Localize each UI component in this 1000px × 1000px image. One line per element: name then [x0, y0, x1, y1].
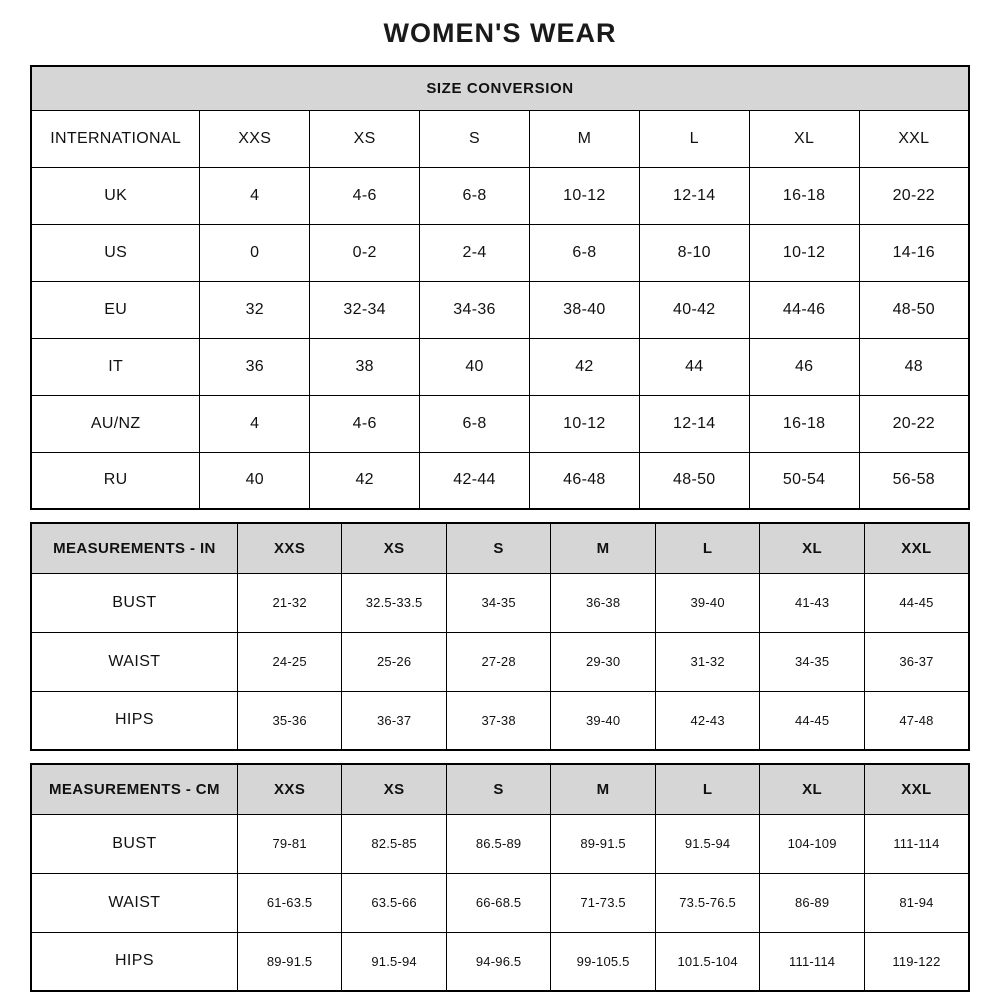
size-conversion-value-cell: 38-40 [529, 281, 639, 338]
size-conversion-value-cell: 42 [310, 452, 420, 509]
measurements-in-value-cell: 24-25 [237, 632, 342, 691]
size-conversion-row [31, 224, 969, 281]
size-conversion-value-cell: 48-50 [639, 452, 749, 509]
measurements-in-header-row [31, 523, 969, 573]
size-conversion-value-cell: 4 [200, 395, 310, 452]
measurements-cm-value-cell: 63.5-66 [342, 873, 447, 932]
measurements-cm-header-cell: L [655, 764, 760, 814]
measurements-in-value-cell: 36-37 [864, 632, 969, 691]
measurements-cm-value-cell: 111-114 [864, 814, 969, 873]
measurements-in-header-cell: XS [342, 523, 447, 573]
measurements-in-value-cell: 34-35 [760, 632, 865, 691]
size-conversion-value-cell: 10-12 [749, 224, 859, 281]
measurements-cm-row [31, 814, 969, 873]
size-conversion-value-cell: 0 [200, 224, 310, 281]
measurements-cm-row-label: WAIST [31, 873, 237, 932]
measurements-cm-value-cell: 119-122 [864, 932, 969, 991]
measurements-cm-value-cell: 73.5-76.5 [655, 873, 760, 932]
size-conversion-value-cell: 40 [200, 452, 310, 509]
measurements-cm-value-cell: 71-73.5 [551, 873, 656, 932]
measurements-in-table [30, 522, 970, 751]
measurements-in-value-cell: 39-40 [551, 691, 656, 750]
size-conversion-value-cell: 16-18 [749, 395, 859, 452]
size-conversion-value-cell: 50-54 [749, 452, 859, 509]
size-conversion-value-cell: 44-46 [749, 281, 859, 338]
size-conversion-header-cell: XS [310, 110, 420, 167]
size-conversion-value-cell: 10-12 [529, 167, 639, 224]
measurements-in-header-cell: M [551, 523, 656, 573]
measurements-cm-table [30, 763, 970, 992]
measurements-in-header-cell: XXS [237, 523, 342, 573]
size-conversion-value-cell: 40-42 [639, 281, 749, 338]
measurements-in-value-cell: 37-38 [446, 691, 551, 750]
size-conversion-row [31, 338, 969, 395]
size-conversion-row [31, 281, 969, 338]
measurements-cm-value-cell: 86-89 [760, 873, 865, 932]
size-conversion-value-cell: 10-12 [529, 395, 639, 452]
measurements-in-value-cell: 39-40 [655, 573, 760, 632]
measurements-cm-row [31, 873, 969, 932]
size-conversion-value-cell: 36 [200, 338, 310, 395]
measurements-cm-body [31, 764, 969, 991]
measurements-in-value-cell: 41-43 [760, 573, 865, 632]
measurements-in-value-cell: 36-38 [551, 573, 656, 632]
measurements-cm-value-cell: 91.5-94 [655, 814, 760, 873]
measurements-cm-header-cell: MEASUREMENTS - CM [31, 764, 237, 814]
size-conversion-caption: SIZE CONVERSION [31, 66, 969, 110]
size-conversion-value-cell: 4 [200, 167, 310, 224]
measurements-cm-header-cell: XXL [864, 764, 969, 814]
size-conversion-header-row [31, 110, 969, 167]
measurements-in-value-cell: 32.5-33.5 [342, 573, 447, 632]
measurements-in-value-cell: 31-32 [655, 632, 760, 691]
size-conversion-value-cell: 46-48 [529, 452, 639, 509]
size-conversion-header-cell: XXL [859, 110, 969, 167]
size-conversion-value-cell: 12-14 [639, 167, 749, 224]
measurements-cm-header-cell: M [551, 764, 656, 814]
measurements-in-row-label: WAIST [31, 632, 237, 691]
measurements-cm-value-cell: 94-96.5 [446, 932, 551, 991]
measurements-in-value-cell: 21-32 [237, 573, 342, 632]
size-conversion-value-cell: 20-22 [859, 395, 969, 452]
measurements-cm-value-cell: 91.5-94 [342, 932, 447, 991]
measurements-in-row-label: BUST [31, 573, 237, 632]
size-conversion-value-cell: 0-2 [310, 224, 420, 281]
measurements-in-row-label: HIPS [31, 691, 237, 750]
size-conversion-header-cell: INTERNATIONAL [31, 110, 200, 167]
measurements-cm-row [31, 932, 969, 991]
measurements-cm-header-cell: XL [760, 764, 865, 814]
size-conversion-header-cell: S [420, 110, 530, 167]
size-conversion-value-cell: 6-8 [420, 167, 530, 224]
size-conversion-value-cell: 16-18 [749, 167, 859, 224]
size-conversion-value-cell: 48-50 [859, 281, 969, 338]
size-conversion-row [31, 167, 969, 224]
measurements-cm-value-cell: 82.5-85 [342, 814, 447, 873]
size-conversion-row-label: UK [31, 167, 200, 224]
size-conversion-value-cell: 34-36 [420, 281, 530, 338]
measurements-in-value-cell: 36-37 [342, 691, 447, 750]
size-conversion-value-cell: 32 [200, 281, 310, 338]
measurements-in-row [31, 632, 969, 691]
size-conversion-header-cell: XL [749, 110, 859, 167]
measurements-cm-value-cell: 86.5-89 [446, 814, 551, 873]
measurements-cm-header-cell: XS [342, 764, 447, 814]
measurements-in-value-cell: 27-28 [446, 632, 551, 691]
measurements-cm-value-cell: 79-81 [237, 814, 342, 873]
measurements-cm-value-cell: 89-91.5 [237, 932, 342, 991]
measurements-cm-value-cell: 61-63.5 [237, 873, 342, 932]
size-conversion-value-cell: 38 [310, 338, 420, 395]
measurements-in-value-cell: 42-43 [655, 691, 760, 750]
measurements-in-header-cell: L [655, 523, 760, 573]
size-conversion-value-cell: 4-6 [310, 395, 420, 452]
size-conversion-row-label: US [31, 224, 200, 281]
measurements-cm-header-cell: S [446, 764, 551, 814]
measurements-in-value-cell: 44-45 [760, 691, 865, 750]
measurements-in-value-cell: 44-45 [864, 573, 969, 632]
size-conversion-header-cell: M [529, 110, 639, 167]
size-conversion-value-cell: 6-8 [420, 395, 530, 452]
measurements-cm-value-cell: 81-94 [864, 873, 969, 932]
size-conversion-value-cell: 6-8 [529, 224, 639, 281]
measurements-in-body [31, 523, 969, 750]
measurements-cm-value-cell: 101.5-104 [655, 932, 760, 991]
measurements-cm-header-row [31, 764, 969, 814]
measurements-in-value-cell: 35-36 [237, 691, 342, 750]
size-conversion-body [31, 110, 969, 509]
size-conversion-value-cell: 4-6 [310, 167, 420, 224]
measurements-in-header-cell: XL [760, 523, 865, 573]
size-conversion-value-cell: 20-22 [859, 167, 969, 224]
size-conversion-row [31, 452, 969, 509]
size-conversion-caption-row [31, 66, 969, 110]
size-conversion-row [31, 395, 969, 452]
measurements-in-value-cell: 25-26 [342, 632, 447, 691]
size-conversion-value-cell: 12-14 [639, 395, 749, 452]
size-conversion-row-label: AU/NZ [31, 395, 200, 452]
measurements-in-row [31, 573, 969, 632]
page-title: WOMEN'S WEAR [383, 18, 617, 48]
size-conversion-value-cell: 2-4 [420, 224, 530, 281]
measurements-cm-header-cell: XXS [237, 764, 342, 814]
size-conversion-row-label: IT [31, 338, 200, 395]
measurements-cm-row-label: HIPS [31, 932, 237, 991]
measurements-in-header-cell: S [446, 523, 551, 573]
size-conversion-value-cell: 40 [420, 338, 530, 395]
measurements-in-value-cell: 29-30 [551, 632, 656, 691]
size-conversion-value-cell: 42-44 [420, 452, 530, 509]
size-conversion-value-cell: 56-58 [859, 452, 969, 509]
measurements-in-header-cell: MEASUREMENTS - IN [31, 523, 237, 573]
size-conversion-value-cell: 48 [859, 338, 969, 395]
size-conversion-row-label: EU [31, 281, 200, 338]
size-conversion-header-cell: L [639, 110, 749, 167]
size-conversion-value-cell: 46 [749, 338, 859, 395]
size-conversion-value-cell: 14-16 [859, 224, 969, 281]
measurements-cm-value-cell: 111-114 [760, 932, 865, 991]
size-conversion-value-cell: 44 [639, 338, 749, 395]
measurements-in-value-cell: 47-48 [864, 691, 969, 750]
size-conversion-value-cell: 42 [529, 338, 639, 395]
size-conversion-value-cell: 32-34 [310, 281, 420, 338]
measurements-cm-value-cell: 104-109 [760, 814, 865, 873]
size-conversion-table [30, 65, 970, 510]
measurements-in-row [31, 691, 969, 750]
measurements-in-value-cell: 34-35 [446, 573, 551, 632]
measurements-cm-value-cell: 66-68.5 [446, 873, 551, 932]
size-conversion-header-cell: XXS [200, 110, 310, 167]
measurements-cm-value-cell: 89-91.5 [551, 814, 656, 873]
measurements-in-header-cell: XXL [864, 523, 969, 573]
size-conversion-value-cell: 8-10 [639, 224, 749, 281]
size-conversion-row-label: RU [31, 452, 200, 509]
measurements-cm-value-cell: 99-105.5 [551, 932, 656, 991]
measurements-cm-row-label: BUST [31, 814, 237, 873]
